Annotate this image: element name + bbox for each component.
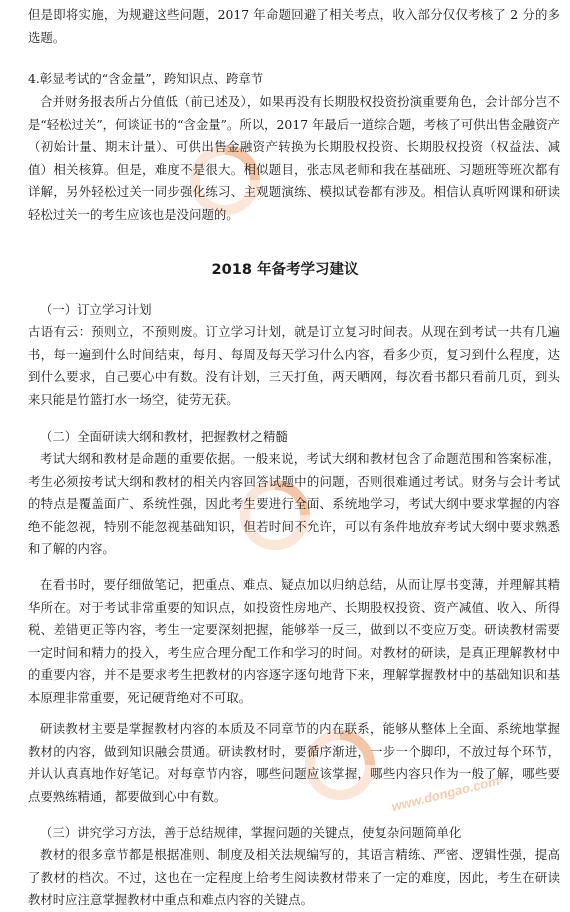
part-1-body: 古语有云：预则立，不预则废。订立学习计划，就是订立复习时间表。从现在到考试一共有几遍书，每一遍到什么时间结束，每月、每周及每天学习什么内容，看多少页，复习到什么程度，达到什么要求，自己要心中有数。没有计划，三天打鱼，两天晒网，每次看书都只看前几页，到头来只能是竹篮打水一场空，徒劳无获。 [28, 324, 560, 407]
part-3-body: 教材的很多章节都是根据准则、制度及相关法规编写的，其语言精练、严密、逻辑性强，提高了教材的档次。不过，这也在一定程度上给考生阅读教材带来了一定的难度，因此，考生在研读教材时应注意掌握教材中重点和难点内容的关键点。 [28, 847, 560, 907]
part-2-title: （二）全面研读大纲和教材，把握教材之精髓 [40, 429, 288, 444]
watermark-url: www.dongao.com [389, 772, 501, 815]
part-2-paragraph-3: 研读教材主要是掌握教材内容的本质及不同章节的内在联系，能够从整体上全面、系统地掌握教材的内容，做到知识融会贯通。研读教材时，要循序渐进，一步一个脚印，不放过每个环节，并认认真真地作好笔记。对每章节内容，哪些问题应该掌握，哪些内容只作为一般了解，哪些要点要熟练精通，都要做到心中有数。 [28, 721, 560, 804]
part-2-paragraph-2: 在看书时，要仔细做笔记，把重点、难点、疑点加以归纳总结，从而让厚书变薄，并理解其精华所在。对于考试非常重要的知识点，如投资性房地产、长期股权投资、资产减值、收入、所得税、差错更正等内容，考生一定要深刻把握，能够举一反三，做到以不变应万变。研读教材需要一定时间和精力的投入，考生应合理分配工作和学习的时间。对教材的研读，是真正理解教材中的重要内容，并不是要求考生把教材的内容逐字逐句地背下来，理解掌握教材中的基础知识和基本原理非常重要，死记硬背绝对不可取。 [28, 577, 560, 705]
section-4-body: 合并财务报表所占分值低（前已述及），如果再没有长期股权投资扮演重要角色，会计部分岂不是“轻松过关”，何谈证书的“含金量”。所以，2017 年最后一道综合题，考核了可供出售金融资产（初始计量、期末计量）、可供出售金融资产转换为长期股权投资、长期股权投资（权益法、减值）相关核算。但是，难度不是很大。相似题目，张志凤老师和我在基础班、习题班等班次都有详解，另外轻松过关一同步强化练习、主观题演练、模拟试卷都有涉及。相信认真听网课和研读轻松过关一的考生应该也是没问题的。 [28, 94, 560, 222]
part-3-title: （三）讲究学习方法，善于总结规律，掌握问题的关键点，使复杂问题简单化 [40, 825, 462, 840]
section-4-title: 4.彰显考试的“含金量”，跨知识点、跨章节 [28, 71, 264, 86]
page-heading: 2018 年备考学习建议 [211, 262, 359, 278]
part-1-title: （一）订立学习计划 [40, 302, 152, 317]
part-2-paragraph-1: 考试大纲和教材是命题的重要依据。一般来说，考试大纲和教材包含了命题范围和答案标准，考生必须按考试大纲和教材的相关内容回答试题中的问题，否则很难通过考试。财务与会计考试的特点是覆盖面广、系统性强，因此考生要进行全面、系统地学习，考试大纲中要求掌握的内容绝不能忽视，特别不能忽视基础知识，但若时间不允许，可以有条件地放弃考试大纲中要求熟悉和了解的内容。 [28, 451, 560, 556]
intro-paragraph: 但是即将实施，为规避这些问题，2017 年命题回避了相关考点，收入部分仅仅考核了 2 分的多选题。 [28, 7, 560, 45]
